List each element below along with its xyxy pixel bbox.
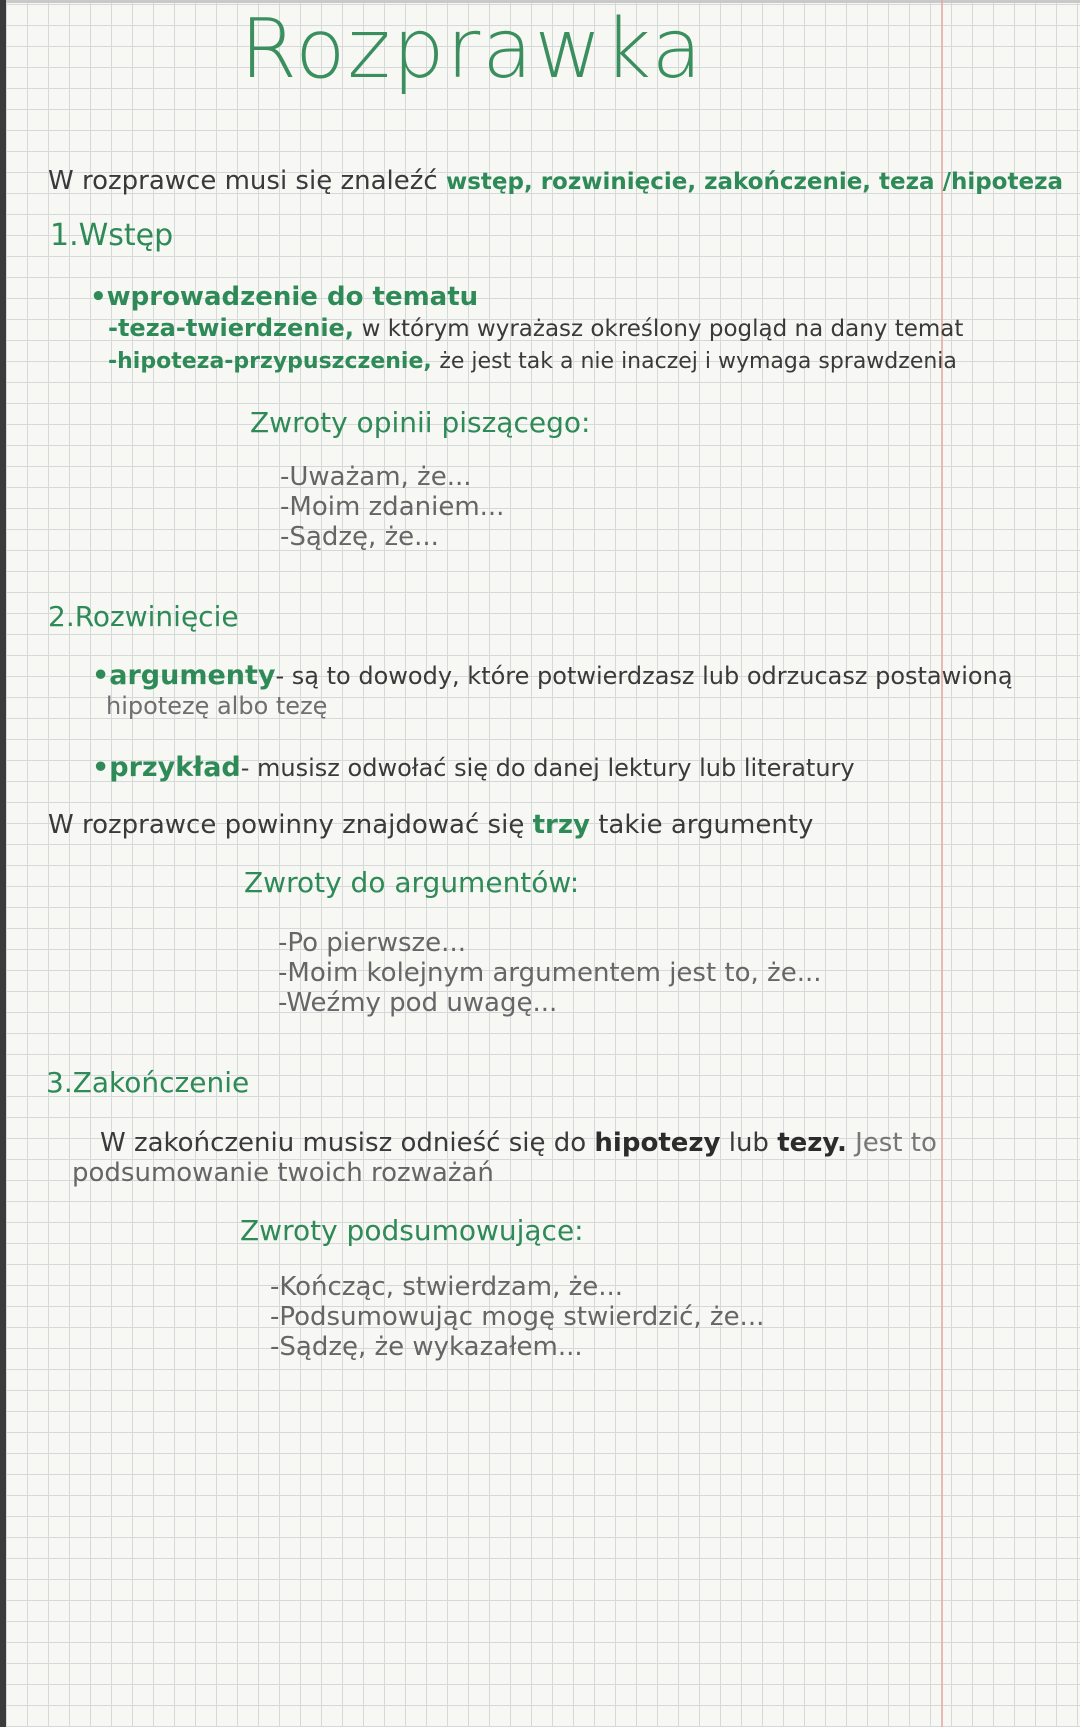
summary-phrase-2: -Podsumowując mogę stwierdzić, że...: [270, 1302, 765, 1332]
margin-line: [941, 0, 943, 1727]
argument-phrase-2: -Moim kolejnym argumentem jest to, że...: [278, 958, 822, 988]
teza-definition: w którym wyrażasz określony pogląd na dany temat: [361, 316, 964, 342]
hipoteza-line: [108, 346, 957, 374]
argumenty-definition-line2: hipotezę albo tezę: [106, 692, 328, 720]
hipoteza-definition: że jest tak a nie inaczej i wymaga sprawdzenia: [439, 349, 957, 374]
phrases-title-summary: Zwroty podsumowujące:: [240, 1214, 584, 1247]
tezy-word: tezy.: [777, 1128, 847, 1158]
opinion-phrase-3: -Sądzę, że...: [280, 522, 439, 552]
hipotezy-word: hipotezy: [594, 1128, 721, 1158]
teza-term: -teza-twierdzenie,: [108, 314, 354, 342]
zakonczenie-text-suffix: Jest to: [855, 1128, 937, 1158]
summary-phrase-3: -Sądzę, że wykazałem...: [270, 1332, 583, 1362]
bullet-wprowadzenie: •wprowadzenie do tematu: [90, 282, 479, 312]
teza-line: [108, 314, 963, 342]
arguments-note: [48, 810, 813, 840]
argument-phrase-1: -Po pierwsze...: [278, 928, 466, 958]
argumenty-line: [92, 660, 1013, 691]
zakonczenie-text-line2: podsumowanie twoich rozważań: [72, 1158, 494, 1188]
opinion-phrase-2: -Moim zdaniem...: [280, 492, 505, 522]
section-heading-wstep: 1.Wstęp: [50, 218, 174, 253]
opinion-phrase-1: -Uważam, że...: [280, 462, 472, 492]
intro-line: [48, 166, 1063, 196]
intro-prefix: W rozprawce musi się znaleźć: [48, 166, 438, 196]
zakonczenie-text-prefix: W zakończeniu musisz odnieść się do: [100, 1128, 587, 1158]
summary-phrase-1: -Kończąc, stwierdzam, że...: [270, 1272, 624, 1302]
argumenty-term: •argumenty: [92, 660, 276, 691]
lub-word: lub: [728, 1128, 769, 1158]
arguments-note-suffix: takie argumenty: [598, 810, 814, 840]
hipoteza-term: -hipoteza-przypuszczenie,: [108, 349, 432, 374]
section-heading-zakonczenie: 3.Zakończenie: [46, 1066, 250, 1099]
page-title: Rozprawka: [240, 2, 704, 97]
phrases-title-arguments: Zwroty do argumentów:: [244, 866, 580, 899]
przyklad-definition: - musisz odwołać się do danej lektury lub literatury: [240, 754, 855, 782]
arguments-note-bold: trzy: [532, 810, 590, 840]
page-left-edge: [0, 0, 6, 1727]
argument-phrase-3: -Weźmy pod uwagę...: [278, 988, 558, 1018]
argumenty-definition: - są to dowody, które potwierdzasz lub odrzucasz postawioną: [275, 662, 1013, 690]
phrases-title-opinion: Zwroty opinii piszącego:: [250, 406, 591, 439]
arguments-note-prefix: W rozprawce powinny znajdować się: [48, 810, 525, 840]
intro-parts: wstęp, rozwinięcie, zakończenie, teza /hipoteza: [445, 169, 1063, 195]
zakonczenie-text-line1: [100, 1128, 937, 1158]
przyklad-term: •przykład: [92, 752, 241, 783]
section-heading-rozwiniecie: 2.Rozwinięcie: [48, 600, 239, 633]
przyklad-line: [92, 752, 855, 783]
